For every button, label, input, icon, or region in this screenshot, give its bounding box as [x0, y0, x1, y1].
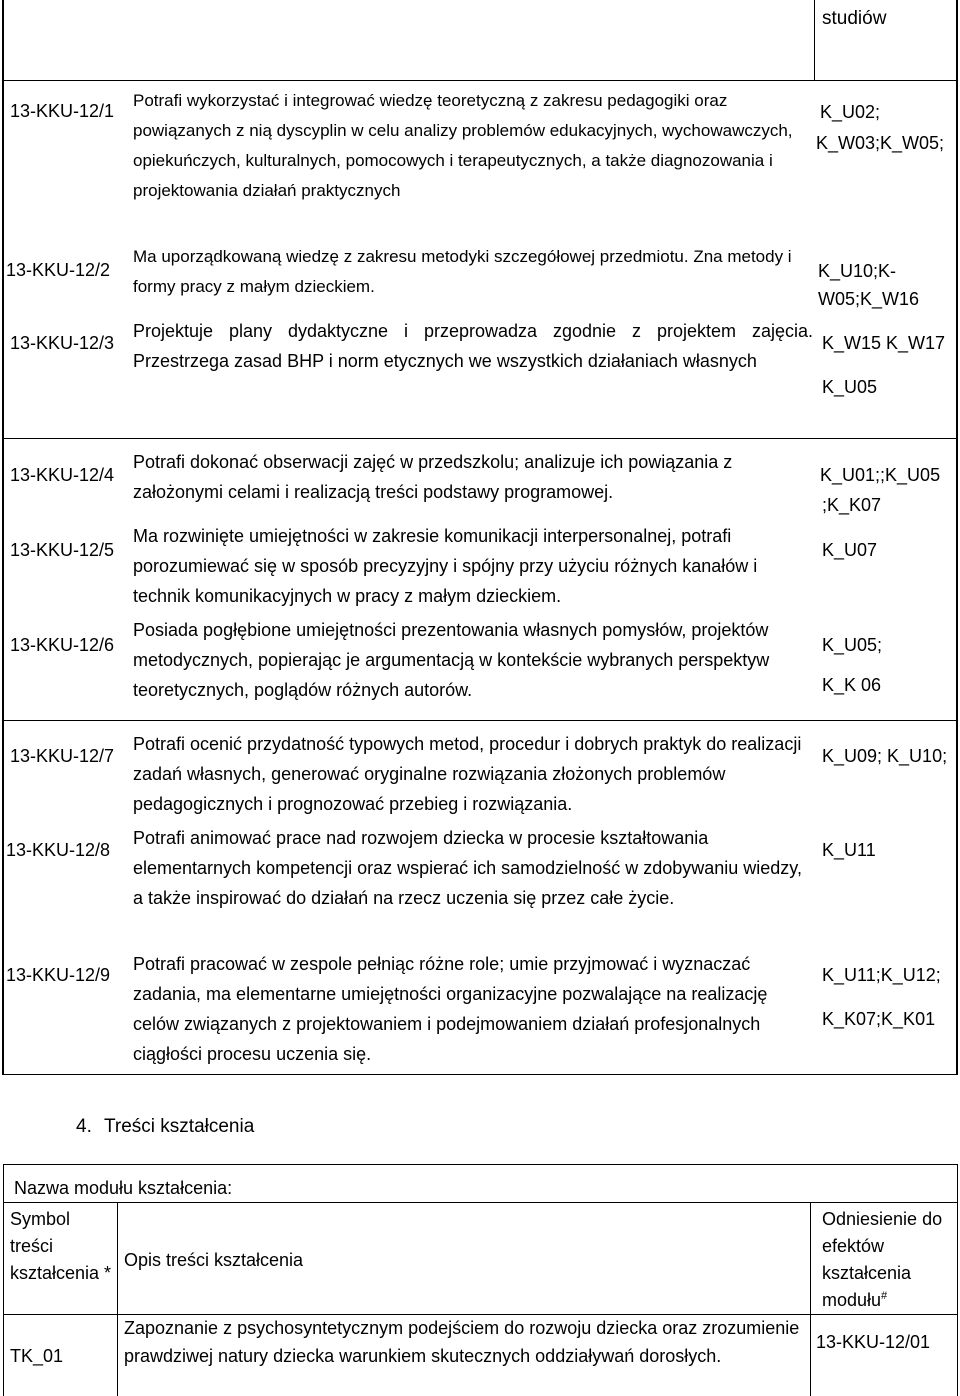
outcome-description: Ma rozwinięte umiejętności w zakresie komunikacji interpersonalnej, potrafi porozumiewać się w sposób precyzyjny i spójny przy użyciu różnych kanałów i technik komunikacyjnych w pracy z małym dzieckiem. [133, 526, 758, 606]
outcome-ref: K_U01;;K_U05 [820, 465, 941, 485]
outcome-description: Ma uporządkowaną wiedzę z zakresu metodyki szczegółowej przedmiotu. Zna metody i formy pracy z małym dzieckiem. [133, 247, 792, 296]
header-cell-text: studiów [822, 8, 887, 29]
table-border [117, 1202, 118, 1396]
outcome-ref: ;K_K07 [822, 495, 882, 515]
outcome-description: Potrafi pracować w zespole pełniąc różne role; umie przyjmować i wyznaczać zadania, ma elementarne umiejętności organizacyjne pozwalające na realizację celów związanych z projektowaniem i podejmowaniem działań profesjonalnych ciągłości procesu uczenia się. [133, 954, 768, 1064]
column-header-symbol: Symbol treści kształcenia * [10, 1209, 112, 1283]
module-name-label: Nazwa modułu kształcenia: [14, 1178, 233, 1198]
table-border [2, 438, 958, 439]
table-border [3, 1164, 4, 1396]
outcome-ref: K_U11 [822, 840, 876, 860]
outcome-description: Potrafi dokonać obserwacji zajęć w przedszkolu; analizuje ich powiązania z założonymi celami i realizacją treści podstawy programowej. [133, 452, 733, 502]
content-description: Zapoznanie z psychosyntetycznym podejściem do rozwoju dziecka oraz zrozumienie prawdziwej natury dziecka warunkiem skutecznych oddziaływań dorosłych. [124, 1318, 800, 1366]
table-border [2, 0, 4, 1075]
outcome-code: 13-KKU-12/2 [6, 260, 111, 280]
outcome-description: Posiada pogłębione umiejętności prezentowania własnych pomysłów, projektów metodycznych, popierając je argumentacją w kontekście wybranych perspektyw teoretycznych, poglądów różnych autorów. [133, 620, 770, 700]
outcome-code: 13-KKU-12/1 [10, 101, 115, 121]
table-border [3, 1164, 958, 1165]
outcome-description: Potrafi ocenić przydatność typowych metod, procedur i dobrych praktyk do realizacji zadań własnych, generować oryginalne rozwiązania złożonych problemów pedagogicznych i prognozować przebieg i rozwiązania. [133, 734, 802, 814]
table-border [957, 1164, 958, 1396]
outcome-ref: K_K 06 [822, 675, 882, 695]
outcome-code: 13-KKU-12/5 [10, 540, 115, 560]
outcome-ref: K_U05; [822, 635, 883, 655]
table-border [814, 0, 815, 80]
column-header-reference-text: Odniesienie do efektów kształcenia modułu [822, 1209, 943, 1310]
outcome-code: 13-KKU-12/4 [10, 465, 115, 485]
outcome-ref: K_U07 [822, 540, 878, 560]
outcome-ref: K_U05 [822, 377, 878, 397]
content-reference: 13-KKU-12/01 [816, 1332, 931, 1352]
footnote-mark: # [881, 1290, 888, 1302]
table-border [2, 720, 958, 721]
content-symbol: TK_01 [10, 1346, 64, 1366]
column-header-description: Opis treści kształcenia [124, 1250, 304, 1270]
table-border [810, 1202, 811, 1396]
outcome-ref: K_W15 K_W17 [822, 333, 946, 353]
outcome-ref: K_U11;K_U12; [822, 965, 941, 985]
column-header-reference [822, 1206, 952, 1314]
outcome-code: 13-KKU-12/6 [10, 635, 115, 655]
outcome-code: 13-KKU-12/7 [10, 746, 115, 766]
outcome-code: 13-KKU-12/8 [6, 840, 111, 860]
outcome-description: Potrafi animować prace nad rozwojem dziecka w procesie kształtowania elementarnych kompetencji oraz wspierać ich samodzielność w zdobywaniu wiedzy, a także inspirować do działań na rzecz uczenia się przez całe życie. [133, 828, 802, 908]
section-title: Treści kształcenia [104, 1116, 255, 1137]
outcome-code: 13-KKU-12/9 [6, 965, 111, 985]
table-border [956, 0, 958, 1075]
outcome-code: 13-KKU-12/3 [10, 333, 115, 353]
outcome-ref: W05;K_W16 [818, 289, 920, 309]
outcome-ref: K_W03;K_W05; [816, 133, 945, 153]
outcome-ref: K_U02; [820, 102, 881, 122]
outcome-ref: K_K07;K_K01 [822, 1009, 936, 1029]
outcome-ref: K_U09; K_U10; [822, 746, 948, 766]
outcome-description: Projektuje plany dydaktyczne i przeprowadza zgodnie z projektem zajęcia. Przestrzega zasad BHP i norm etycznych we wszystkich działaniach własnych [133, 321, 813, 371]
section-number: 4. [76, 1116, 92, 1137]
table-border [2, 80, 958, 81]
table-border [2, 1074, 958, 1075]
outcome-description: Potrafi wykorzystać i integrować wiedzę teoretyczną z zakresu pedagogiki oraz powiązanych z nią dyscyplin w celu analizy problemów edukacyjnych, wychowawczych, opiekuńczych, kulturalnych, pomocowych i terapeutycznych, a także diagnozowania i projektowania działań praktycznych [133, 91, 793, 200]
outcome-ref: K_U10;K- [818, 261, 897, 281]
